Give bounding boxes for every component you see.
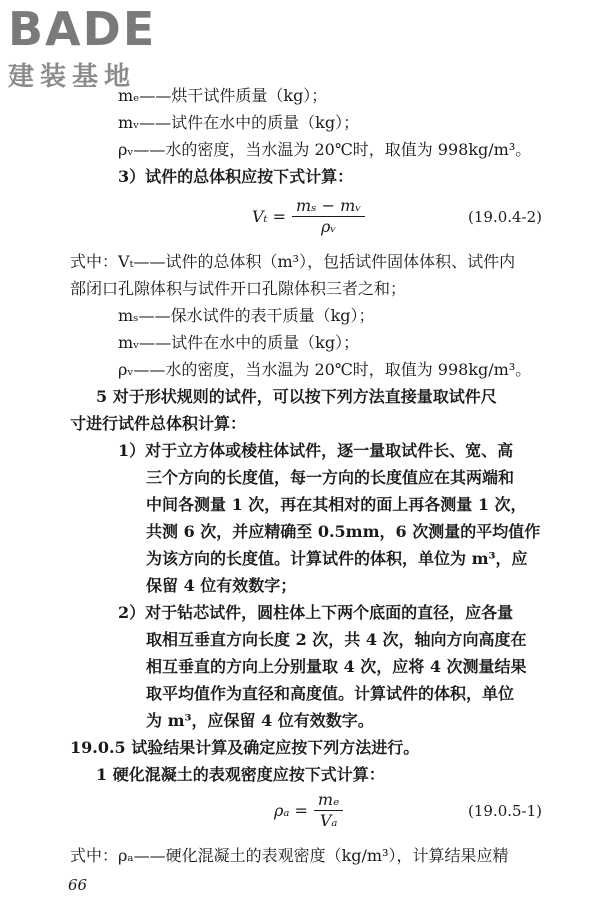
def-md: mₑ——烘干试件质量（kg）； bbox=[118, 86, 328, 105]
formula-volume-numerator: mₛ − mᵥ bbox=[292, 196, 365, 217]
def-rhow: ρᵥ——水的密度，当水温为 20℃时，取值为 998kg/m³。 bbox=[118, 140, 532, 159]
clause-5-line1: 5 对于形状规则的试件，可以按下列方法直接量取试件尺 bbox=[96, 387, 497, 406]
def-vt-line1: 式中：Vₜ——试件的总体积（m³），包括试件固体体积、试件内 bbox=[70, 252, 516, 271]
item-1-line4: 共测 6 次，并应精确至 0.5mm，6 次测量的平均值作 bbox=[146, 522, 541, 541]
item-1-line6: 保留 4 位有效数字； bbox=[146, 576, 297, 595]
formula-volume-denominator: ρᵥ bbox=[320, 217, 337, 236]
item-1-line3: 中间各测量 1 次，再在其相对的面上再各测量 1 次， bbox=[146, 495, 527, 514]
item-3-heading: 3）试件的总体积应按下式计算： bbox=[118, 167, 354, 186]
logo-subtitle: 建装基地 bbox=[8, 62, 137, 92]
formula-volume bbox=[252, 196, 365, 237]
page-number: 66 bbox=[68, 876, 88, 894]
item-1-line5: 为该方向的长度值。计算试件的体积，单位为 m³，应 bbox=[146, 549, 528, 568]
item-2-line3: 相互垂直的方向上分别量取 4 次，应将 4 次测量结果 bbox=[146, 657, 527, 676]
item-1-line2: 三个方向的长度值，每一方向的长度值应在其两端和 bbox=[146, 468, 515, 487]
def-mw-2: mᵥ——试件在水中的质量（kg）； bbox=[118, 333, 360, 352]
item-1-line1: 1）对于立方体或棱柱体试件，逐一量取试件长、宽、高 bbox=[118, 441, 514, 460]
formula-volume-fraction bbox=[292, 196, 365, 237]
section-19-0-5: 19.0.5 试验结果计算及确定应按下列方法进行。 bbox=[70, 738, 420, 757]
def-rhoa: 式中：ρₐ——硬化混凝土的表观密度（kg/m³），计算结果应精 bbox=[70, 846, 509, 865]
item-2-line5: 为 m³，应保留 4 位有效数字。 bbox=[146, 711, 374, 730]
def-mw: mᵥ——试件在水中的质量（kg）； bbox=[118, 113, 360, 132]
def-ms: mₛ——保水试件的表干质量（kg）； bbox=[118, 306, 375, 325]
logo-brand: BADE bbox=[8, 2, 157, 56]
formula-volume-lhs: Vₜ = bbox=[252, 207, 286, 226]
bade-logo bbox=[8, 2, 157, 93]
formula-density-lhs: ρₐ = bbox=[274, 801, 308, 820]
formula-density bbox=[274, 790, 343, 831]
formula-density-numerator: mₑ bbox=[314, 790, 343, 811]
def-vt-line2: 部闭口孔隙体积与试件开口孔隙体积三者之和； bbox=[70, 279, 407, 298]
item-2-line4: 取平均值作为直径和高度值。计算试件的体积，单位 bbox=[146, 684, 515, 703]
item-2-line2: 取相互垂直方向长度 2 次，共 4 次，轴向方向高度在 bbox=[146, 630, 527, 649]
item-2-line1: 2）对于钻芯试件，圆柱体上下两个底面的直径，应各量 bbox=[118, 603, 514, 622]
equation-number-2: (19.0.5-1) bbox=[468, 802, 543, 820]
def-rhow-2: ρᵥ——水的密度，当水温为 20℃时，取值为 998kg/m³。 bbox=[118, 360, 532, 379]
equation-number-1: (19.0.4-2) bbox=[468, 208, 543, 226]
formula-density-fraction bbox=[314, 790, 343, 831]
clause-1-heading: 1 硬化混凝土的表观密度应按下式计算： bbox=[96, 765, 385, 784]
clause-5-line2: 寸进行试件总体积计算： bbox=[70, 414, 247, 433]
formula-density-denominator: Vₐ bbox=[319, 811, 338, 830]
